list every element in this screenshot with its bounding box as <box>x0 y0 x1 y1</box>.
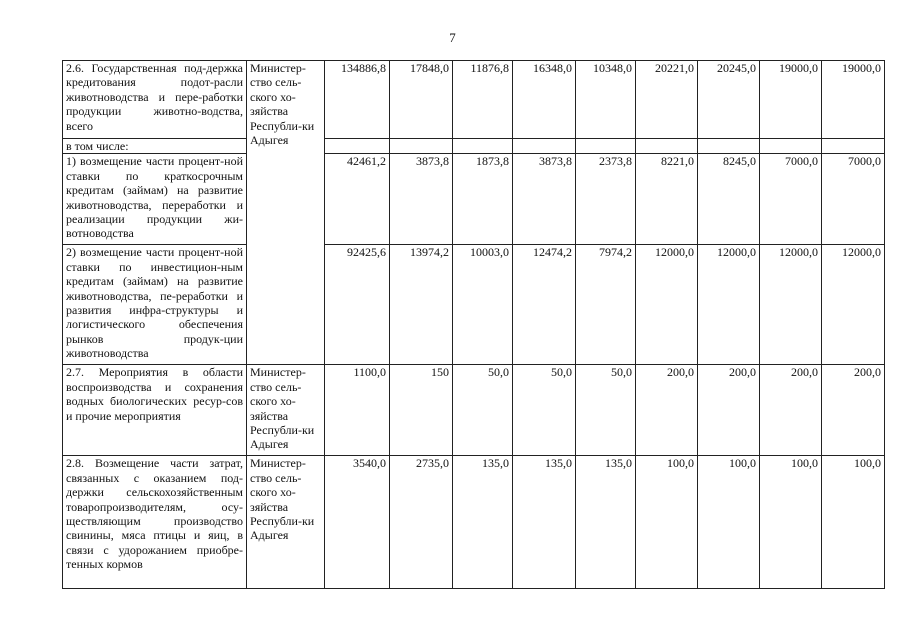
value-year: 12474,2 <box>513 245 576 365</box>
row-description: 1) возмещение части процент-ной ставки по краткосрочным кредитам (займам) на развитие животноводства, переработки и реализации продукции жи-вотноводства <box>63 154 247 245</box>
value-year <box>453 139 513 154</box>
value-year: 19000,0 <box>822 61 885 139</box>
value-year: 16348,0 <box>513 61 576 139</box>
value-year: 7974,2 <box>576 245 636 365</box>
value-year: 3873,8 <box>390 154 453 245</box>
value-year: 11876,8 <box>453 61 513 139</box>
value-year: 10003,0 <box>453 245 513 365</box>
value-year: 200,0 <box>822 365 885 456</box>
table-row <box>63 365 885 456</box>
value-year: 2735,0 <box>390 456 453 589</box>
row-description: 2.6. Государственная под-держка кредитования подот-расли животноводства и пере-работки продукции животно-водства, всего <box>63 61 247 139</box>
value-total: 42461,2 <box>325 154 390 245</box>
value-year: 3873,8 <box>513 154 576 245</box>
agency-cell <box>247 365 325 456</box>
value-total: 92425,6 <box>325 245 390 365</box>
value-year: 19000,0 <box>760 61 822 139</box>
value-year: 12000,0 <box>760 245 822 365</box>
table-row <box>63 139 885 154</box>
value-year: 20221,0 <box>636 61 698 139</box>
value-year <box>822 139 885 154</box>
page-number: 7 <box>449 30 456 45</box>
value-year: 100,0 <box>760 456 822 589</box>
value-total: 134886,8 <box>325 61 390 139</box>
value-year: 13974,2 <box>390 245 453 365</box>
value-total <box>325 139 390 154</box>
table-row <box>63 245 885 365</box>
table-row <box>63 61 885 139</box>
value-year: 200,0 <box>636 365 698 456</box>
value-year: 10348,0 <box>576 61 636 139</box>
value-year: 12000,0 <box>822 245 885 365</box>
value-year <box>760 139 822 154</box>
value-year: 200,0 <box>698 365 760 456</box>
value-year: 135,0 <box>576 456 636 589</box>
row-description: 2.8. Возмещение части затрат, связанных с оказанием под-держки сельскохозяйственным товаропроизводителям, осу-ществляющим производство свинины, мяса птицы и яиц, в связи с удорожанием приобре-тенных кормов <box>63 456 247 589</box>
value-year <box>390 139 453 154</box>
table-row <box>63 154 885 245</box>
value-year: 135,0 <box>453 456 513 589</box>
agency-name: Министер-ство сель-ского хо-зяйства Республи-ки Адыгея <box>250 61 315 148</box>
value-year <box>698 139 760 154</box>
value-year: 50,0 <box>513 365 576 456</box>
value-year: 100,0 <box>698 456 760 589</box>
value-year: 17848,0 <box>390 61 453 139</box>
value-year: 2373,8 <box>576 154 636 245</box>
value-year: 100,0 <box>636 456 698 589</box>
value-year: 50,0 <box>576 365 636 456</box>
value-year: 100,0 <box>822 456 885 589</box>
value-year: 7000,0 <box>822 154 885 245</box>
value-total: 3540,0 <box>325 456 390 589</box>
value-year: 20245,0 <box>698 61 760 139</box>
value-year: 8245,0 <box>698 154 760 245</box>
agency-cell <box>247 456 325 589</box>
value-total: 1100,0 <box>325 365 390 456</box>
row-description: 2.7. Мероприятия в области воспроизводства и сохранения водных биологических ресур-сов и прочие мероприятия <box>63 365 247 456</box>
table-row <box>63 456 885 589</box>
value-year: 12000,0 <box>636 245 698 365</box>
agency-cell <box>247 61 325 365</box>
value-year: 200,0 <box>760 365 822 456</box>
value-year <box>576 139 636 154</box>
value-year: 7000,0 <box>760 154 822 245</box>
agency-name: Министер-ство сель-ского хо-зяйства Республи-ки Адыгея <box>250 456 315 543</box>
row-description: 2) возмещение части процент-ной ставки по инвестицион-ным кредитам (займам) на развитие животноводства, пе-реработки и развития инфра-структуры и логистического обеспечения рынков продук-ции животноводства <box>63 245 247 365</box>
row-description: в том числе: <box>63 139 247 154</box>
value-year: 12000,0 <box>698 245 760 365</box>
value-year: 50,0 <box>453 365 513 456</box>
value-year: 8221,0 <box>636 154 698 245</box>
budget-table <box>62 60 885 589</box>
agency-name: Министер-ство сель-ского хо-зяйства Республи-ки Адыгея <box>250 365 315 452</box>
value-year: 135,0 <box>513 456 576 589</box>
value-year: 150 <box>390 365 453 456</box>
value-year <box>636 139 698 154</box>
value-year: 1873,8 <box>453 154 513 245</box>
value-year <box>513 139 576 154</box>
